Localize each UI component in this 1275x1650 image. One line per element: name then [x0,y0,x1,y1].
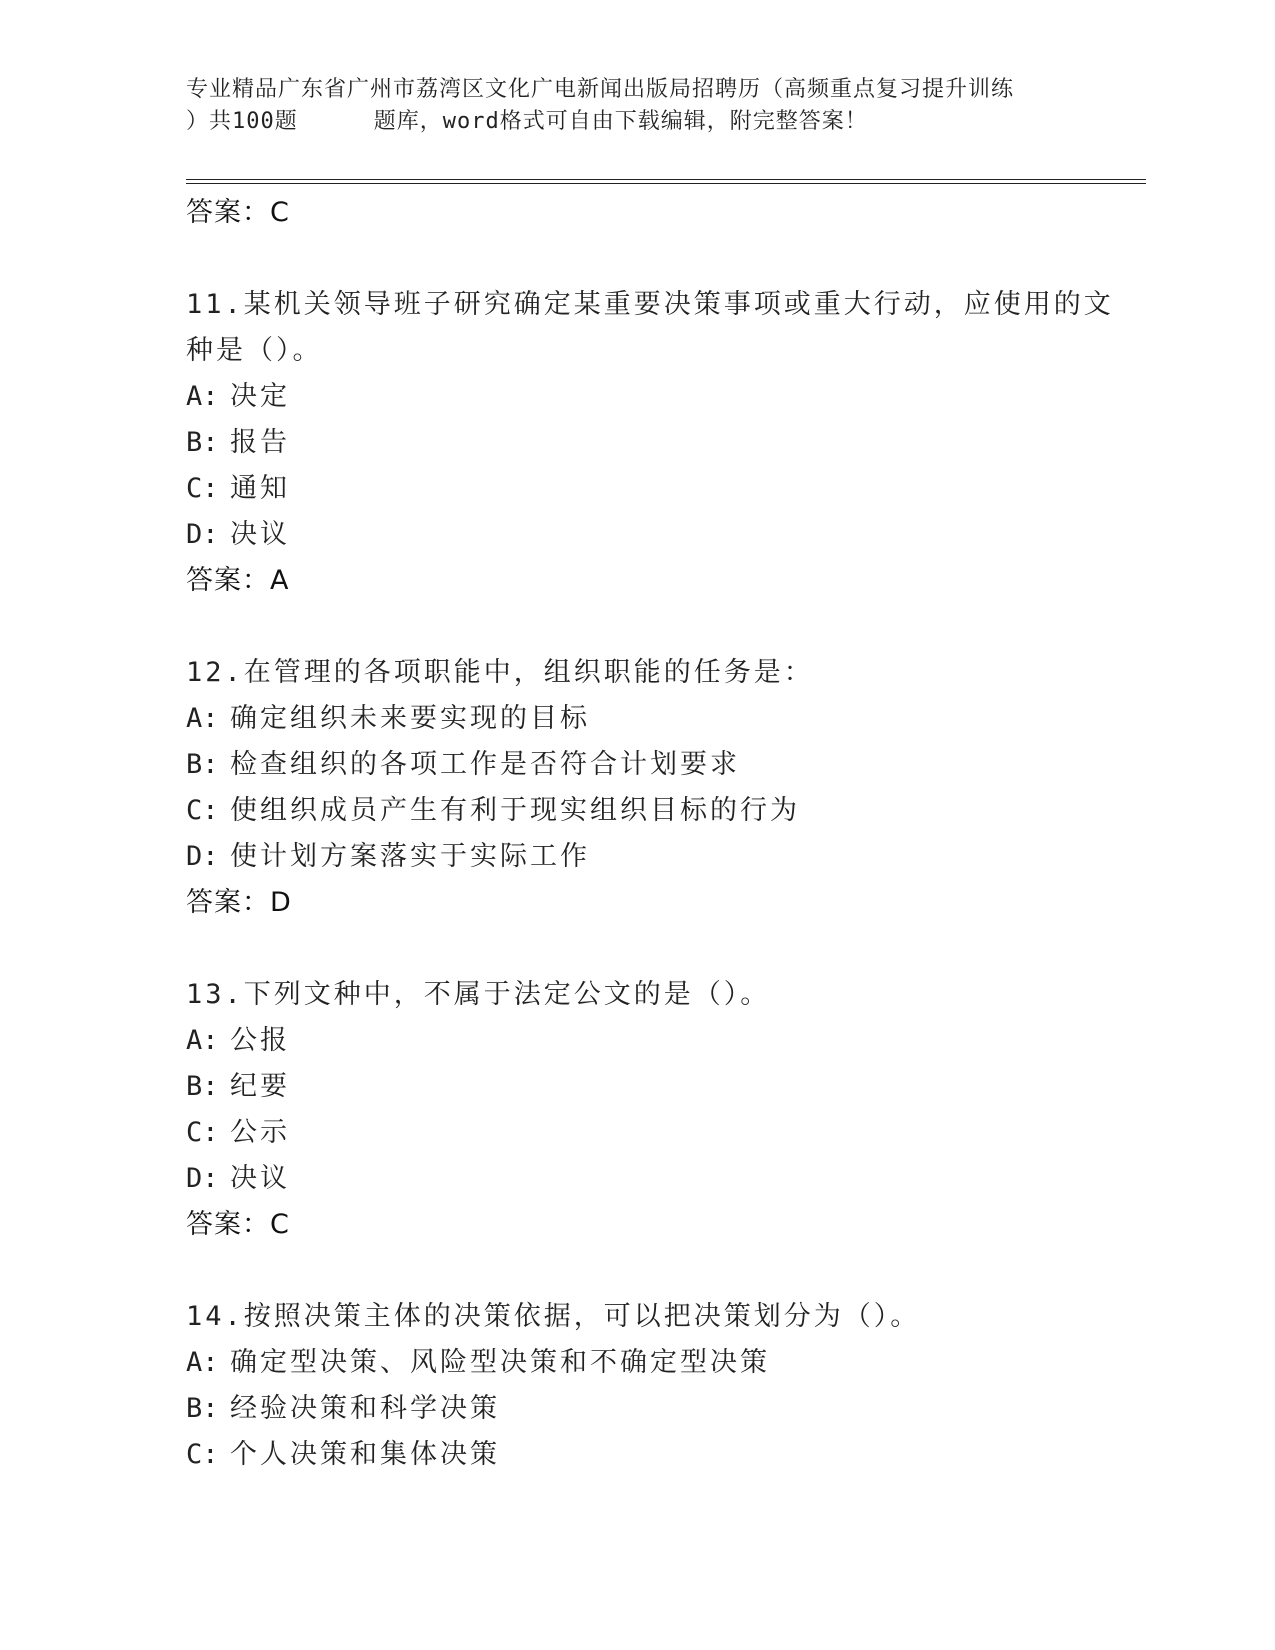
answer-option [186,834,1106,880]
option-label: A: [186,1025,219,1056]
question-answer: 答案：D [186,887,292,918]
answer-option [186,1386,1106,1432]
option-label: C: [186,795,219,826]
option-text: 经验决策和科学决策 [230,1393,500,1424]
answer-option [186,512,1106,558]
question-content [186,190,1114,1478]
answer-option [186,1018,1106,1064]
question-stem: 14.按照决策主体的决策依据，可以把决策划分为（）。 [186,1301,921,1332]
option-label: D: [186,519,219,550]
option-text: 纪要 [230,1071,290,1102]
option-text: 个人决策和集体决策 [230,1439,500,1470]
answer-option [186,742,1106,788]
option-label: A: [186,381,219,412]
option-text: 使组织成员产生有利于现实组织目标的行为 [230,795,800,826]
previous-answer: 答案：C [186,197,290,228]
option-label: A: [186,703,219,734]
answer-option [186,1340,1106,1386]
header-rule-top [186,179,1146,180]
header-line-2-right: 题库，word格式可自由下载编辑，附完整答案！ [373,109,868,134]
answer-option [186,466,1106,512]
option-text: 检查组织的各项工作是否符合计划要求 [230,749,740,780]
option-text: 决定 [230,381,290,412]
answer-option [186,1110,1106,1156]
option-label: B: [186,749,219,780]
question-block [186,972,1106,1248]
question-stem: 13.下列文种中，不属于法定公文的是（）。 [186,979,771,1010]
option-text: 报告 [230,427,290,458]
option-label: B: [186,1393,219,1424]
option-text: 决议 [230,519,290,550]
option-label: B: [186,1071,219,1102]
option-text: 公示 [230,1117,290,1148]
answer-option [186,1156,1106,1202]
option-label: D: [186,1163,219,1194]
question-block [186,282,1114,604]
option-label: C: [186,1117,219,1148]
option-label: C: [186,1439,219,1470]
question-stem: 种是（）。 [186,335,323,366]
page-header [186,74,1106,138]
option-text: 公报 [230,1025,290,1056]
option-label: D: [186,841,219,872]
header-line-2 [186,106,1106,138]
question-answer: 答案：A [186,565,290,596]
answer-option [186,1064,1106,1110]
answer-option [186,420,1106,466]
option-text: 通知 [230,473,290,504]
option-label: C: [186,473,219,504]
answer-option [186,374,1106,420]
question-block [186,1294,1106,1478]
option-text: 决议 [230,1163,290,1194]
header-line-2-left: ）共100题 [186,109,298,134]
option-text: 使计划方案落实于实际工作 [230,841,590,872]
option-label: B: [186,427,219,458]
answer-option [186,696,1106,742]
header-rule-bottom [186,183,1146,184]
option-text: 确定组织未来要实现的目标 [230,703,590,734]
answer-option [186,1432,1106,1478]
header-line-1: 专业精品广东省广州市荔湾区文化广电新闻出版局招聘历（高频重点复习提升训练 [186,77,1015,102]
question-block [186,650,1106,926]
question-stem: 12.在管理的各项职能中，组织职能的任务是： [186,657,814,688]
answer-option [186,788,1106,834]
option-text: 确定型决策、风险型决策和不确定型决策 [230,1347,770,1378]
question-stem: 11.某机关领导班子研究确定某重要决策事项或重大行动，应使用的文 [186,289,1114,320]
option-label: A: [186,1347,219,1378]
question-answer: 答案：C [186,1209,290,1240]
